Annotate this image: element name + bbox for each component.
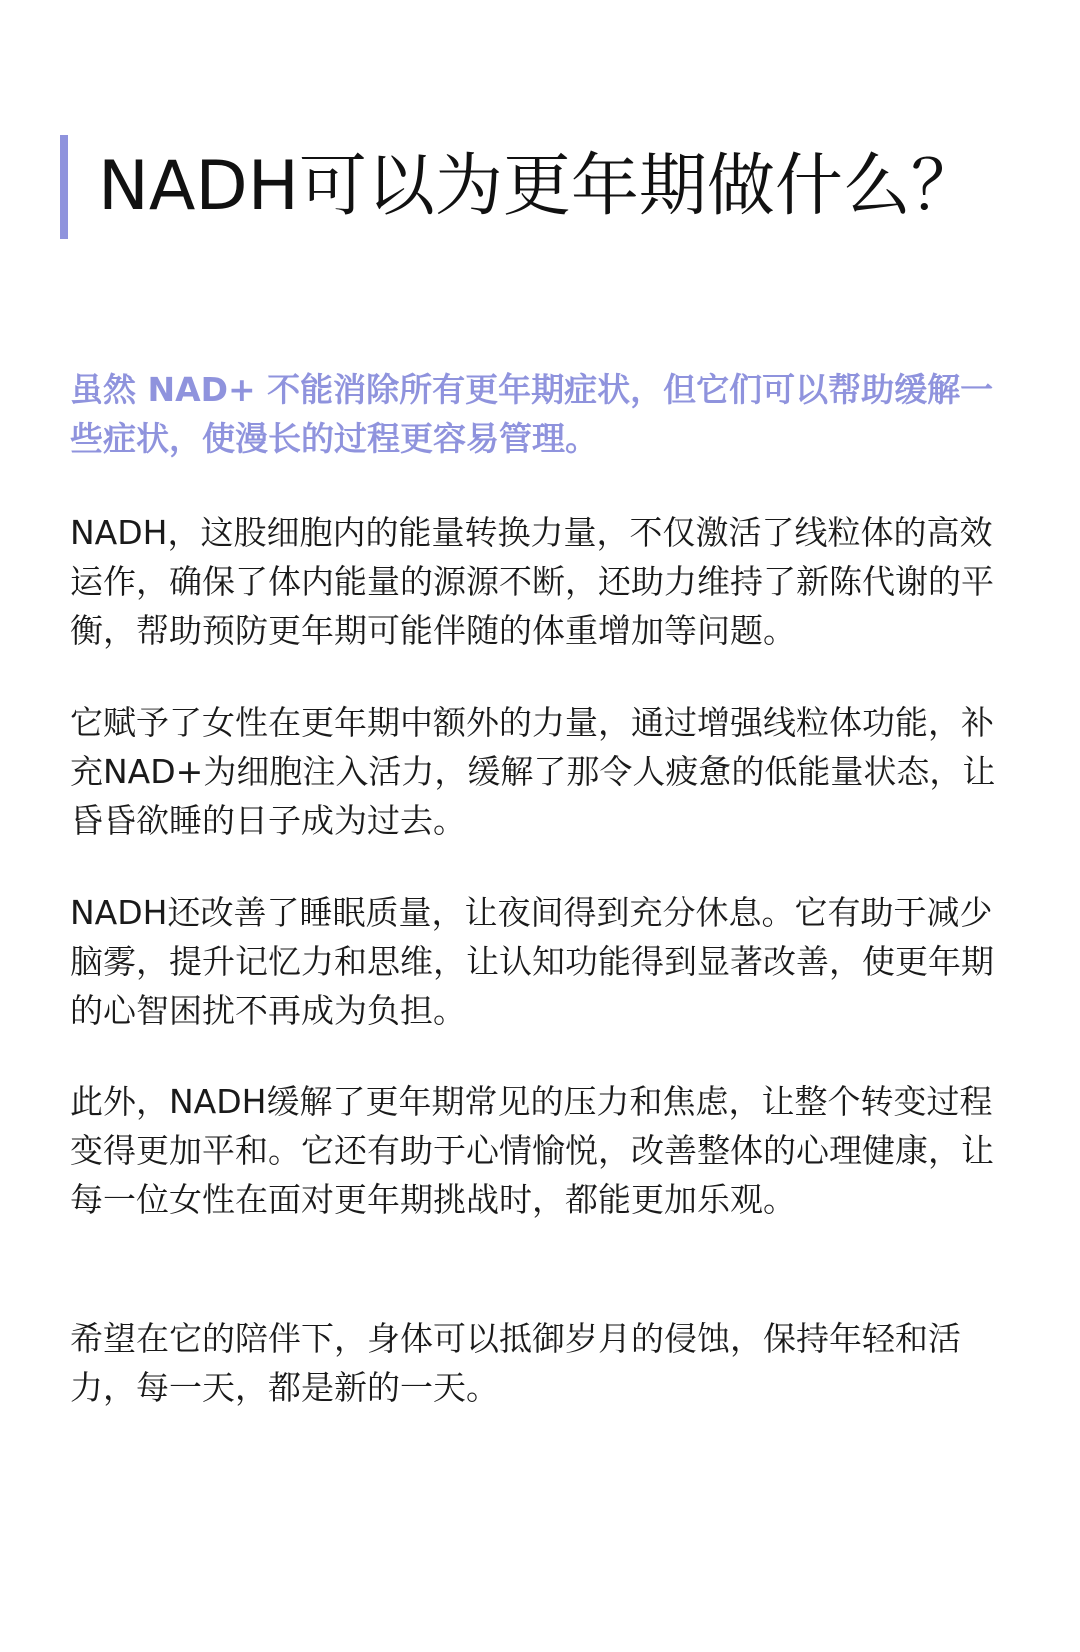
- body-paragraph-1-block: [70, 508, 1020, 655]
- body-paragraph-3-block: [70, 888, 1020, 1035]
- body-paragraph: 此外，NADH缓解了更年期常见的压力和焦虑，让整个转变过程变得更加平和。它还有助于心情愉悦，改善整体的心理健康，让每一位女性在面对更年期挑战时，都能更加乐观。: [70, 1082, 994, 1219]
- body-paragraph: 它赋予了女性在更年期中额外的力量，通过增强线粒体功能，补充NAD+为细胞注入活力，缓解了那令人疲惫的低能量状态，让昏昏欲睡的日子成为过去。: [70, 703, 996, 840]
- intro-paragraph: 虽然 NAD+ 不能消除所有更年期症状，但它们可以帮助缓解一些症状，使漫长的过程更容易管理。: [70, 370, 994, 458]
- body-paragraph: NADH还改善了睡眠质量，让夜间得到充分休息。它有助于减少脑雾，提升记忆力和思维，让认知功能得到显著改善，使更年期的心智困扰不再成为负担。: [70, 893, 994, 1030]
- closing-block: [70, 1314, 1020, 1412]
- closing-paragraph: 希望在它的陪伴下，身体可以抵御岁月的侵蚀，保持年轻和活力，每一天，都是新的一天。: [70, 1319, 961, 1407]
- body-paragraph: NADH，这股细胞内的能量转换力量，不仅激活了线粒体的高效运作，确保了体内能量的源源不断，还助力维持了新陈代谢的平衡，帮助预防更年期可能伴随的体重增加等问题。: [70, 513, 994, 650]
- body-paragraph-2-block: [70, 698, 1020, 845]
- page-title: NADH可以为更年期做什么？: [98, 147, 979, 226]
- title-accent-bar: [60, 135, 68, 239]
- intro-block: [70, 365, 1020, 463]
- body-paragraph-4-block: [70, 1077, 1020, 1224]
- title-block: [60, 135, 979, 239]
